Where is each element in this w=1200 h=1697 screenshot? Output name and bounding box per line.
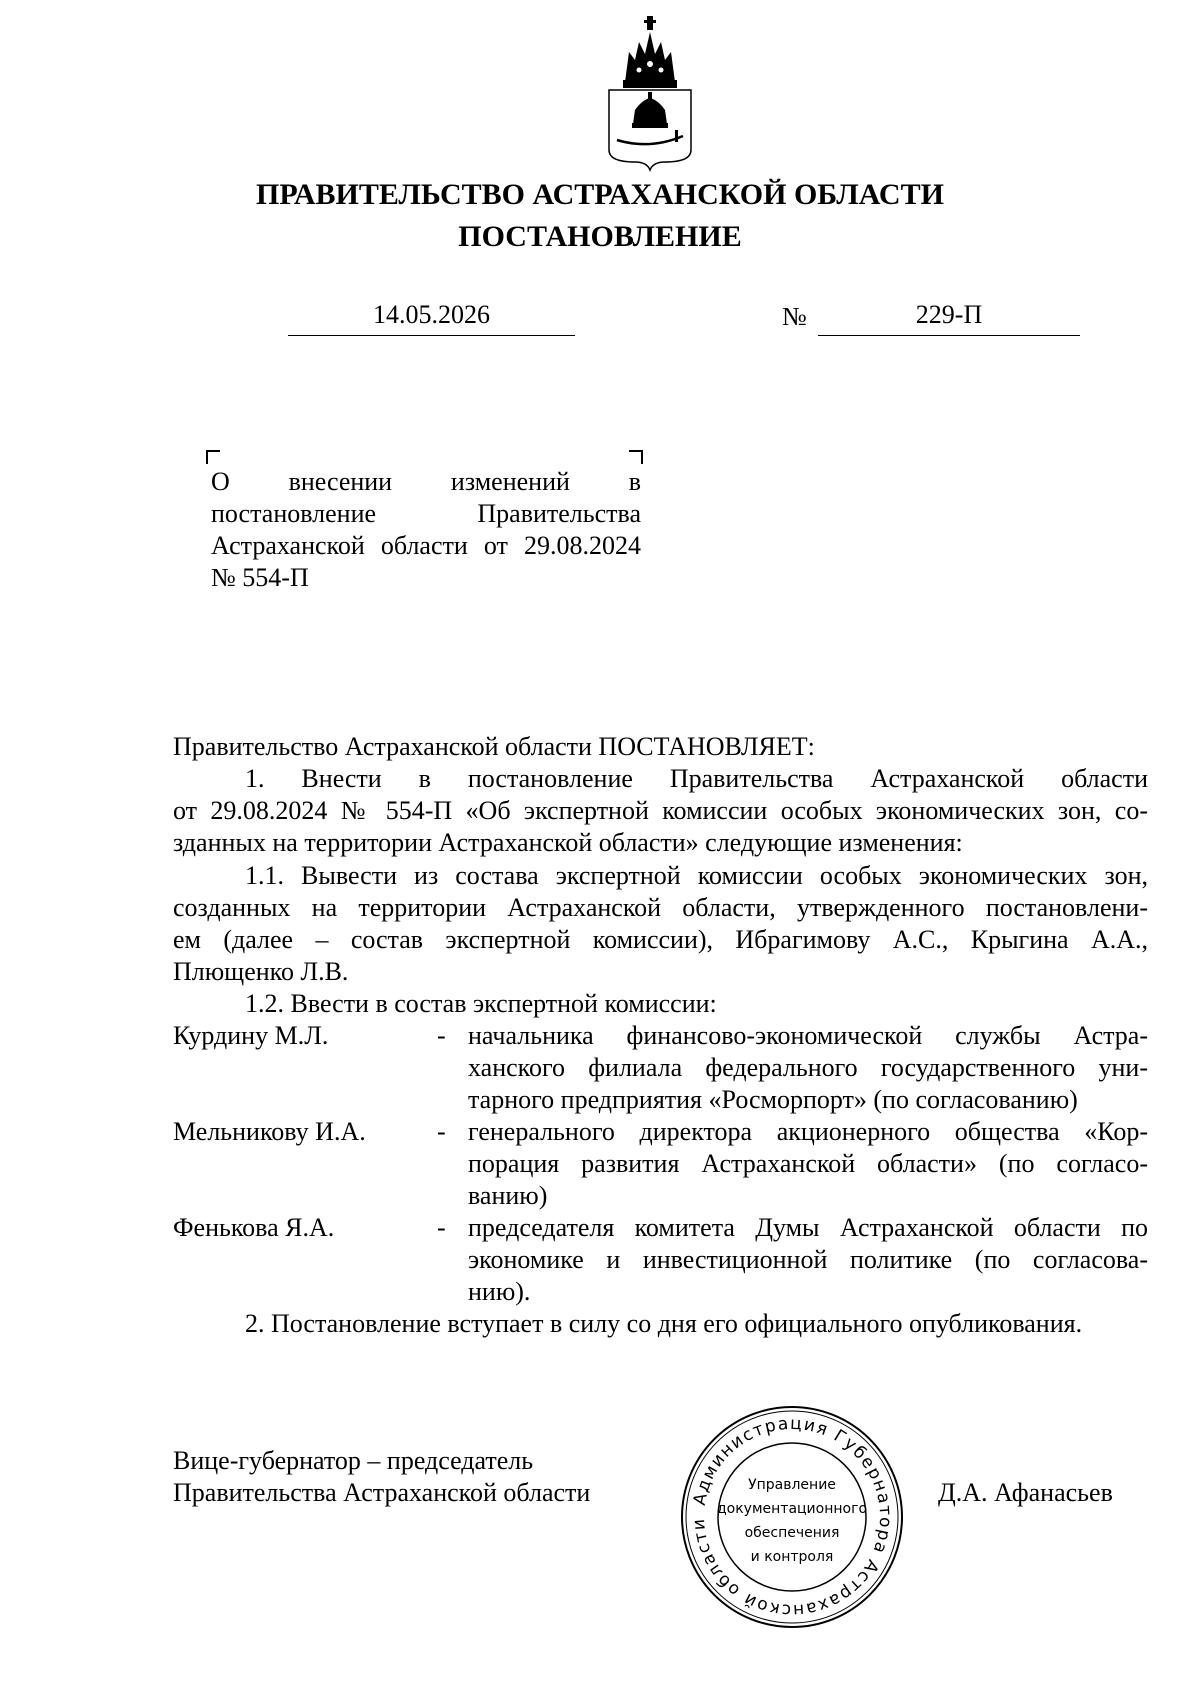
- member-name: Фенькова Я.А.: [173, 1213, 335, 1242]
- member-description-line: нию).: [468, 1277, 531, 1306]
- member-dash: -: [437, 1021, 446, 1050]
- stamp-inner-line: обеспечения: [744, 1525, 840, 1541]
- number-sign: №: [782, 302, 807, 331]
- member-description-line: председателя комитета Думы Астраханской области по: [468, 1213, 1148, 1242]
- corner-mark-right: [629, 450, 643, 464]
- signer-position-line: Правительства Астраханской области: [173, 1478, 591, 1507]
- stamp-inner-line: документационного: [716, 1501, 868, 1517]
- paragraph-2: 2. Постановление вступает в силу со дня его официального опубликования.: [245, 1309, 1083, 1338]
- member-description-line: порация развития Астраханской области» (по согласо-: [468, 1149, 1148, 1178]
- coat-of-arms-icon: [595, 12, 705, 172]
- paragraph-1-1-line: 1.1. Вывести из состава экспертной комиссии особых экономических зон,: [245, 861, 1148, 890]
- corner-mark-left: [206, 450, 220, 464]
- member-dash: -: [437, 1213, 446, 1242]
- document-date: 14.05.2026: [288, 302, 575, 336]
- paragraph-1-1-line: ем (далее – состав экспертной комиссии), Ибрагимову А.С., Крыгина А.А.,: [173, 925, 1148, 954]
- preamble: Правительство Астраханской области ПОСТАНОВЛЯЕТ:: [173, 732, 815, 761]
- document-number: 229-П: [818, 302, 1080, 336]
- paragraph-1-2: 1.2. Ввести в состав экспертной комиссии:: [245, 989, 717, 1018]
- member-description-line: тарного предприятия «Росморпорт» (по согласованию): [468, 1085, 1078, 1114]
- stamp-inner-line: Управление: [748, 1477, 836, 1493]
- paragraph-1-line: от 29.08.2024 № 554-П «Об экспертной комиссии особых экономических зон, со-: [173, 796, 1148, 825]
- member-description-line: ханского филиала федерального государственного уни-: [468, 1053, 1148, 1082]
- member-description-line: экономике и инвестиционной политике (по согласова-: [468, 1245, 1148, 1274]
- member-name: Курдину М.Л.: [173, 1021, 329, 1050]
- paragraph-1-line: 1. Внести в постановление Правительства Астраханской области: [245, 764, 1148, 793]
- official-stamp: [678, 1403, 906, 1631]
- stamp-inner-line: и контроля: [750, 1549, 834, 1565]
- organization-title: ПРАВИТЕЛЬСТВО АСТРАХАНСКОЙ ОБЛАСТИ: [256, 178, 944, 211]
- member-description-line: генерального директора акционерного общества «Кор-: [468, 1117, 1148, 1146]
- member-description-line: начальника финансово-экономической службы Астра-: [468, 1021, 1148, 1050]
- document-type: ПОСТАНОВЛЕНИЕ: [458, 220, 742, 253]
- paragraph-1-1-line: созданных на территории Астраханской области, утвержденного постановлени-: [173, 893, 1148, 922]
- signer-position-line: Вице-губернатор – председатель: [173, 1446, 534, 1475]
- paragraph-1-1-line: Плющенко Л.В.: [173, 957, 349, 986]
- member-description-line: ванию): [468, 1181, 548, 1210]
- member-dash: -: [437, 1117, 446, 1146]
- stamp-outer-text: Администрация Губернатора Астраханской области: [688, 1413, 896, 1621]
- paragraph-1-line: зданных на территории Астраханской области» следующие изменения:: [173, 828, 963, 857]
- document-subject: О внесении изменений в постановление Правительства Астраханской области от 29.08.2024 № 554-П: [211, 467, 641, 592]
- member-name: Мельникову И.А.: [173, 1117, 366, 1146]
- signer-name: Д.А. Афанасьев: [938, 1478, 1113, 1507]
